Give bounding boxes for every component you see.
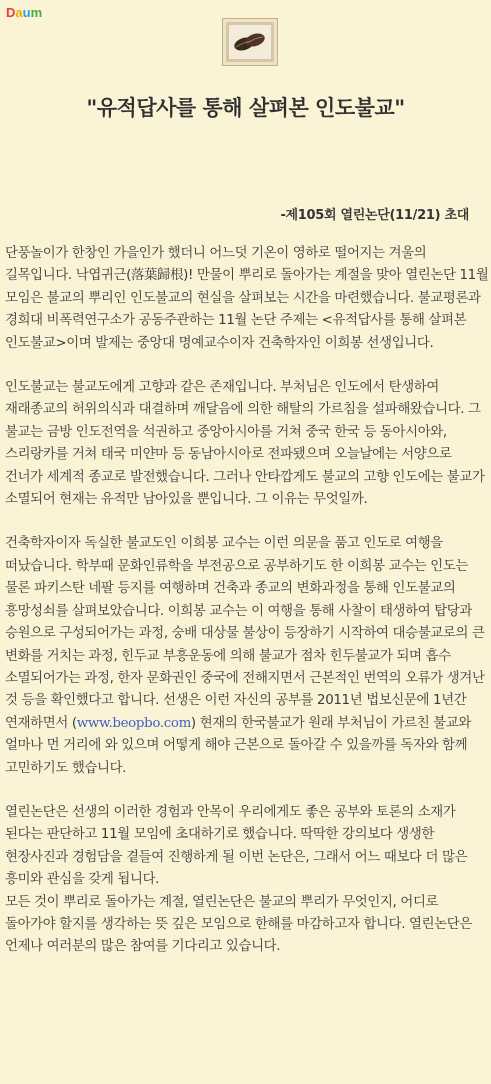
paragraph-indian-buddhism: 인도불교는 불교도에게 고향과 같은 존재입니다. 부처님은 인도에서 탄생하여 재래종교의 허위의식과 대결하며 깨달음에 의한 해탈의 가르침을 설파해왔습니다. 그 불교는 금방 인도전역을 석권하고 중앙아시아를 거쳐 중국 한국 등 동아시아와, 스리랑카를 거쳐 태국 미얀마 등 동남아시아로 전파됐으며 오늘날에는 서양으로 건너가 세계적 종교로 발전했습니다. 그러나 안타깝게도 불교의 고향 인도에는 불교가 소멸되어 현재는 유적만 남아있을 뿐입니다. 그 이유는 무엇일까. xyxy=(5,380,485,508)
paragraph-speaker-text-2: ) 현재의 한국불교가 원래 부처님이 가르친 불교와 얼마나 먼 거리에 와 있으며 어떻게 해야 근본으로 돌아갈 수 있을까를 독자와 함께 고민하기도 했습니다. xyxy=(5,715,471,776)
page-title: "유적답사를 통해 살펴본 인도불교" xyxy=(86,96,405,120)
paragraph-intro: 단풍놀이가 한창인 가을인가 했더니 어느덧 기온이 영하로 떨어지는 겨울의 길목입니다. 낙엽귀근(落葉歸根)! 만물이 뿌리로 돌아가는 계절을 맞아 열린논단 11월 모임은 불교의 뿌리인 인도불교의 현실을 살펴보는 시간을 마련했습니다. 불교평론과 경희대 비폭력연구소가 공동주관하는 11월 논단 주제는 <유적답사를 통해 살펴본 인도불교>이며 발제는 중앙대 명예교수이자 건축학자인 이희봉 선생입니다. xyxy=(5,246,489,351)
paragraph-invitation: 열린논단은 선생의 이러한 경험과 안목이 우리에게도 좋은 공부와 토론의 소재가 된다는 판단하고 11월 모임에 초대하기로 했습니다. 딱딱한 강의보다 생생한 현장사진과 경험담을 곁들여 진행하게 될 이번 논단은, 그래서 어느 때보다 더 많은 흥미와 관심을 갖게 됩니다. xyxy=(5,804,468,888)
paragraph-speaker xyxy=(5,533,489,779)
page-subtitle: -제105회 열린논단(11/21) 초대 xyxy=(280,208,469,223)
daum-logo xyxy=(6,6,42,20)
logo-letter-u: u xyxy=(22,5,31,20)
logo-letter-a: a xyxy=(15,5,23,20)
logo-letter-d: D xyxy=(6,5,16,20)
paragraph-speaker-text-1: 건축학자이자 독실한 불교도인 이희봉 교수는 이런 의문을 품고 인도로 여행을 떠났습니다. 학부때 문화인류학을 부전공으로 공부하기도 한 이희봉 교수는 인도는 물론 파키스탄 네팔 등지를 여행하며 건축과 종교의 변화과정을 통해 인도불교의 흥망성쇠를 살펴보았습니다. 이희봉 교수는 이 여행을 통해 사찰이 태생하여 탑당과 승원으로 구성되어가는 과정, 숭배 대상물 불상이 등장하기 시작하여 대승불교로의 큰 변화를 거치는 과정, 힌두교 부흥운동에 의해 불교가 점차 힌두불교가 되며 흡수 소멸되어가는 과정, 한자 문화권인 중국에 전해지면서 근본적인 번역의 오류가 생겨난 것 등을 확인했다고 합니다. 선생은 이런 자신의 공부를 2011년 법보신문에 1년간 연재하면서 ( xyxy=(5,536,485,731)
logo-letter-m: m xyxy=(30,5,43,20)
beopbo-link[interactable]: www.beopbo.com xyxy=(76,715,191,731)
article-body xyxy=(5,243,489,959)
coffee-beans-icon xyxy=(229,25,271,59)
framed-seeds-image xyxy=(222,18,278,66)
paragraph-closing: 모든 것이 뿌리로 돌아가는 계절, 열린논단은 불교의 뿌리가 무엇인지, 어디로 돌아가야 할지를 생각하는 뜻 깊은 모임으로 한해를 마감하고자 합니다. 열린논단은 언제나 여러분의 많은 참여를 기다리고 있습니다. xyxy=(5,894,472,955)
